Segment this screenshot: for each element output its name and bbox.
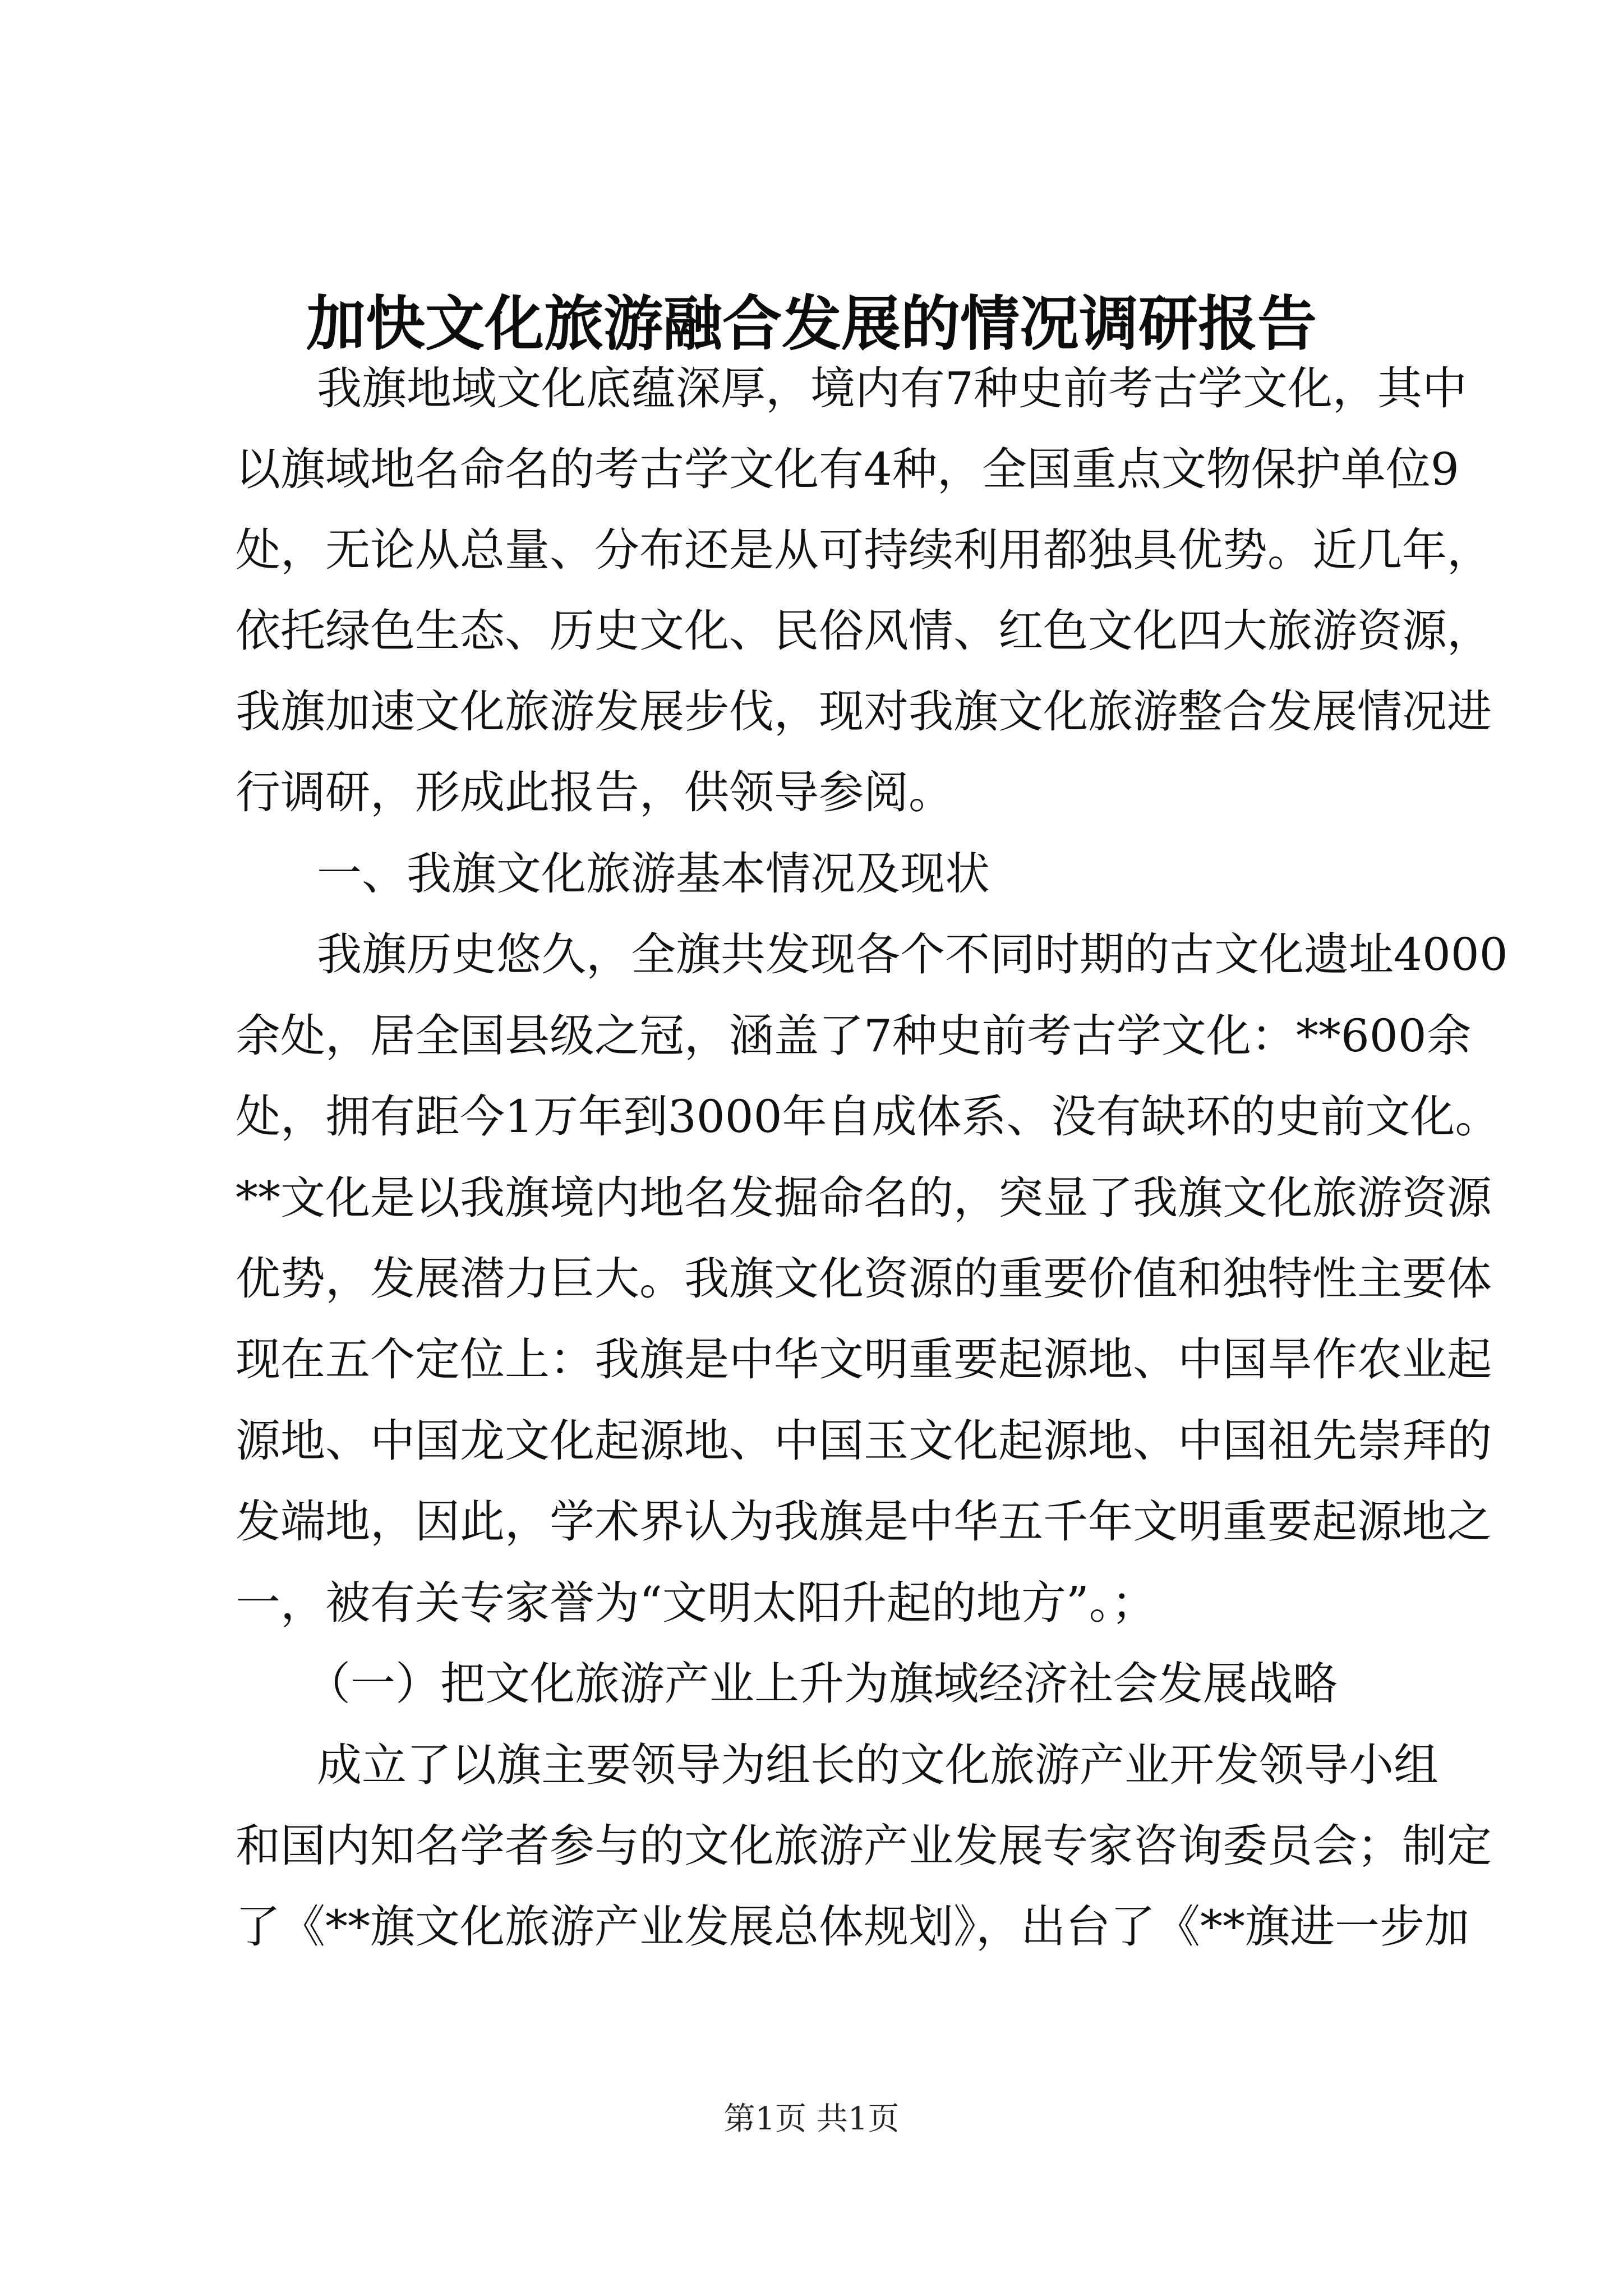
paragraph-line: 发端地，因此，学术界认为我旗是中华五千年文明重要起源地之 [236, 1496, 1492, 1548]
paragraph-line: 余处，居全国县级之冠，涵盖了7种史前考古学文化：**600余 [236, 1010, 1472, 1062]
paragraph-line: 我旗地域文化底蕴深厚，境内有7种史前考古学文化，其中 [317, 362, 1467, 415]
paragraph-line: 我旗历史悠久，全旗共发现各个不同时期的古文化遗址4000 [317, 928, 1508, 981]
document-title: 加快文化旅游融合发展的情况调研报告 [306, 288, 1317, 358]
paragraph-line: 依托绿色生态、历史文化、民俗风情、红色文化四大旅游资源， [236, 605, 1492, 657]
paragraph-line: **文化是以我旗境内地名发掘命名的，突显了我旗文化旅游资源 [236, 1172, 1492, 1224]
paragraph-line: 和国内知名学者参与的文化旅游产业发展专家咨询委员会；制定 [236, 1820, 1492, 1872]
paragraph-line: 源地、中国龙文化起源地、中国玉文化起源地、中国祖先崇拜的 [236, 1415, 1492, 1467]
section-heading: 一、我旗文化旅游基本情况及现状 [317, 848, 990, 900]
paragraph-line: 我旗加速文化旅游发展步伐，现对我旗文化旅游整合发展情况进 [236, 685, 1492, 738]
paragraph-line: 行调研，形成此报告，供领导参阅。 [236, 766, 953, 818]
paragraph-line: 一，被有关专家誉为“文明太阳升起的地方”。； [236, 1577, 1156, 1629]
page-footer: 第1页 共1页 [723, 2101, 900, 2137]
paragraph-line: 了《**旗文化旅游产业发展总体规划》，出台了《**旗进一步加 [236, 1901, 1469, 1953]
paragraph-line: 处，无论从总量、分布还是从可持续利用都独具优势。近几年， [236, 524, 1492, 576]
paragraph-line: 成立了以旗主要领导为组长的文化旅游产业开发领导小组 [317, 1739, 1438, 1791]
paragraph-line: 处，拥有距今1万年到3000年自成体系、没有缺环的史前文化。 [236, 1091, 1500, 1143]
subsection-heading: （一）把文化旅游产业上升为旗域经济社会发展战略 [306, 1658, 1338, 1710]
paragraph-line: 以旗域地名命名的考古学文化有4种，全国重点文物保护单位9 [236, 443, 1459, 495]
paragraph-line: 现在五个定位上：我旗是中华文明重要起源地、中国旱作农业起 [236, 1333, 1492, 1386]
paragraph-line: 优势，发展潜力巨大。我旗文化资源的重要价值和独特性主要体 [236, 1253, 1492, 1305]
